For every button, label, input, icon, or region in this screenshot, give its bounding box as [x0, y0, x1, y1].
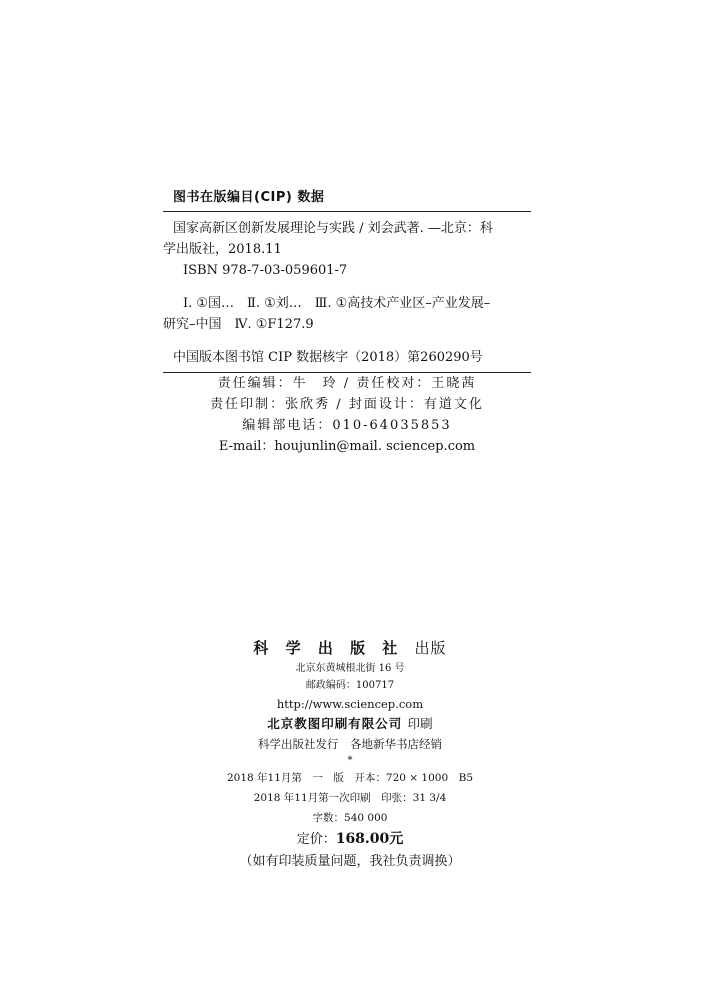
price-label: 定价：: [296, 832, 336, 847]
publisher-line: [180, 636, 520, 660]
printer-suffix: 印刷: [407, 716, 433, 731]
staff-phone-line: 编辑部电话：010-64035853: [242, 418, 452, 433]
cip-entry-line1: 国家高新区创新发展理论与实践 / 刘会武著. —北京：科: [173, 221, 493, 236]
cip-entry-line2: 学出版社，2018.11: [163, 242, 282, 257]
cip-subject-line1: Ⅰ. ①国… Ⅱ. ①刘… Ⅲ. ①高技术产业区–产业发展–: [183, 296, 491, 311]
imprint-block: [180, 636, 520, 873]
publisher-website: http://www.sciencep.com: [276, 697, 424, 711]
cip-title: 图书在版编目(CIP) 数据: [173, 190, 325, 205]
staff-credits: [163, 373, 531, 457]
staff-printing-line: 责任印制：张欣秀 / 封面设计：有道文化: [210, 397, 484, 412]
cip-subjects: [163, 287, 531, 341]
separator-star: *: [347, 755, 353, 766]
printer-line: [180, 714, 520, 734]
cip-data-block: [163, 186, 531, 373]
price-value: 168.00元: [335, 831, 404, 847]
staff-email: E-mail：houjunlin@mail. sciencep.com: [218, 439, 476, 454]
word-count: 字数：540 000: [312, 812, 388, 824]
cip-number-block: [163, 341, 531, 372]
staff-editor-line: 责任编辑：牛 玲 / 责任校对：王晓茜: [217, 376, 477, 391]
printer-name: 北京教图印刷有限公司: [267, 716, 403, 731]
cip-isbn: ISBN 978-7-03-059601-7: [183, 263, 348, 278]
cip-number: 中国版本图书馆 CIP 数据核字（2018）第260290号: [173, 350, 483, 365]
distribution-line: 科学出版社发行 各地新华书店经销: [258, 737, 442, 751]
printing-line: 2018 年11月第一次印刷 印张：31 3/4: [253, 792, 447, 804]
price-line: [180, 828, 520, 851]
cip-entry: [163, 212, 531, 287]
cip-subject-line2: 研究–中国 Ⅳ. ①F127.9: [163, 317, 314, 332]
publisher-suffix: 出版: [414, 639, 447, 657]
edition-line: 2018 年11月第 一 版 开本：720 × 1000 B5: [226, 772, 474, 784]
publisher-name: 科 学 出 版 社: [253, 639, 404, 657]
publisher-postcode: 邮政编码：100717: [305, 680, 395, 691]
quality-notice: （如有印装质量问题，我社负责调换）: [239, 854, 461, 869]
publisher-address: 北京东黄城根北街 16 号: [295, 663, 405, 674]
